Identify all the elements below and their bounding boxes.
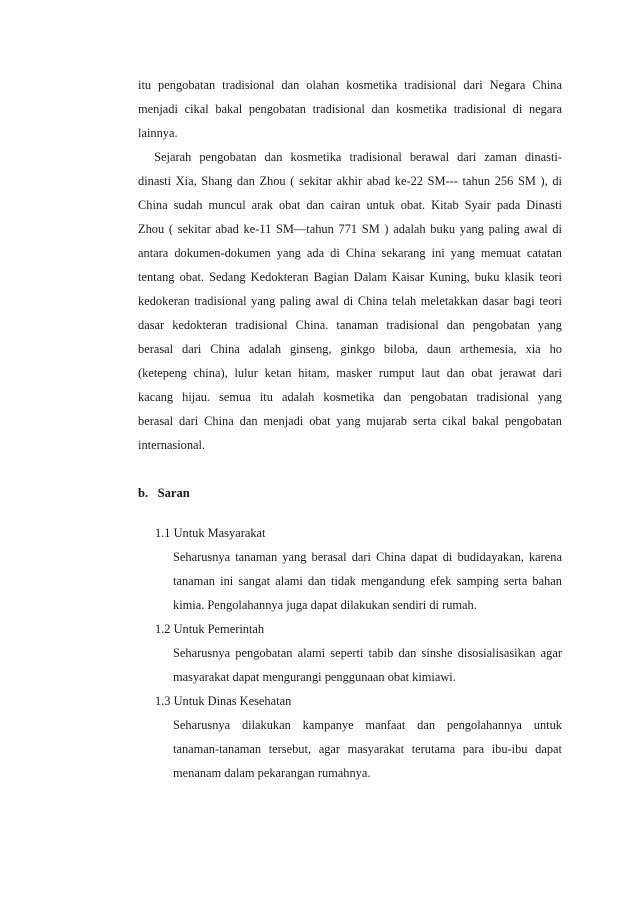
paragraph-line: Sejarah pengobatan dan kosmetika tradisional berawal dari zaman dinasti- bbox=[138, 150, 562, 164]
paragraph-line: (ketepeng china), lulur ketan hitam, masker rumput laut dan obat jerawat dari bbox=[138, 366, 562, 380]
paragraph-line: dinasti Xia, Shang dan Zhou ( sekitar akhir abad ke-22 SM--- tahun 256 SM ), di bbox=[138, 174, 562, 188]
subsection-line: masyarakat dapat mengurangi penggunaan obat kimiawi. bbox=[173, 670, 456, 684]
section-heading-saran: b. Saran bbox=[138, 486, 190, 500]
paragraph-line: tentang obat. Sedang Kedokteran Bagian Dalam Kaisar Kuning, buku klasik teori bbox=[138, 270, 562, 284]
subsection-line: Seharusnya pengobatan alami seperti tabib dan sinshe disosialisasikan agar bbox=[173, 646, 562, 660]
paragraph-line: berasal dari China adalah ginseng, ginkgo biloba, daun arthemesia, xia ho bbox=[138, 342, 562, 356]
subsection-heading: 1.1 Untuk Masyarakat bbox=[155, 526, 266, 540]
paragraph-line: Zhou ( sekitar abad ke-11 SM—tahun 771 SM ) adalah buku yang paling awal di bbox=[138, 222, 562, 236]
paragraph-line: kedokeran tradisional yang paling awal di China telah meletakkan dasar bagi teori bbox=[138, 294, 562, 308]
paragraph-line: berasal dari China dan menjadi obat yang mujarab serta cikal bakal pengobatan bbox=[138, 414, 562, 428]
subsection-line: tanaman-tanaman tersebut, agar masyarakat terutama para ibu-ibu dapat bbox=[173, 742, 562, 756]
subsection-heading: 1.2 Untuk Pemerintah bbox=[155, 622, 265, 636]
paragraph-line: dasar kedokteran tradisional China. tanaman tradisional dan pengobatan yang bbox=[138, 318, 562, 332]
subsection-line: Seharusnya tanaman yang berasal dari China dapat di budidayakan, karena bbox=[173, 550, 562, 564]
paragraph-line: antara dokumen-dokumen yang ada di China sekarang ini yang memuat catatan bbox=[138, 246, 562, 260]
paragraph-line: kacang hijau. semua itu adalah kosmetika dan pengobatan tradisional yang bbox=[138, 390, 562, 404]
paragraph-line: lainnya. bbox=[138, 126, 178, 140]
paragraph-line: itu pengobatan tradisional dan olahan kosmetika tradisional dari Negara China bbox=[138, 78, 562, 92]
subsection-line: Seharusnya dilakukan kampanye manfaat dan pengolahannya untuk bbox=[173, 718, 562, 732]
subsection-line: menanam dalam pekarangan rumahnya. bbox=[173, 766, 371, 780]
paragraph-line: China sudah muncul arak obat dan cairan untuk obat. Kitab Syair pada Dinasti bbox=[138, 198, 562, 212]
paragraph-line: internasional. bbox=[138, 438, 206, 452]
subsection-line: kimia. Pengolahannya juga dapat dilakukan sendiri di rumah. bbox=[173, 598, 477, 612]
subsection-heading: 1.3 Untuk Dinas Kesehatan bbox=[155, 694, 292, 708]
paragraph-line: menjadi cikal bakal pengobatan tradisional dan kosmetika tradisional di negara bbox=[138, 102, 562, 116]
subsection-line: tanaman ini sangat alami dan tidak mengandung efek samping serta bahan bbox=[173, 574, 562, 588]
